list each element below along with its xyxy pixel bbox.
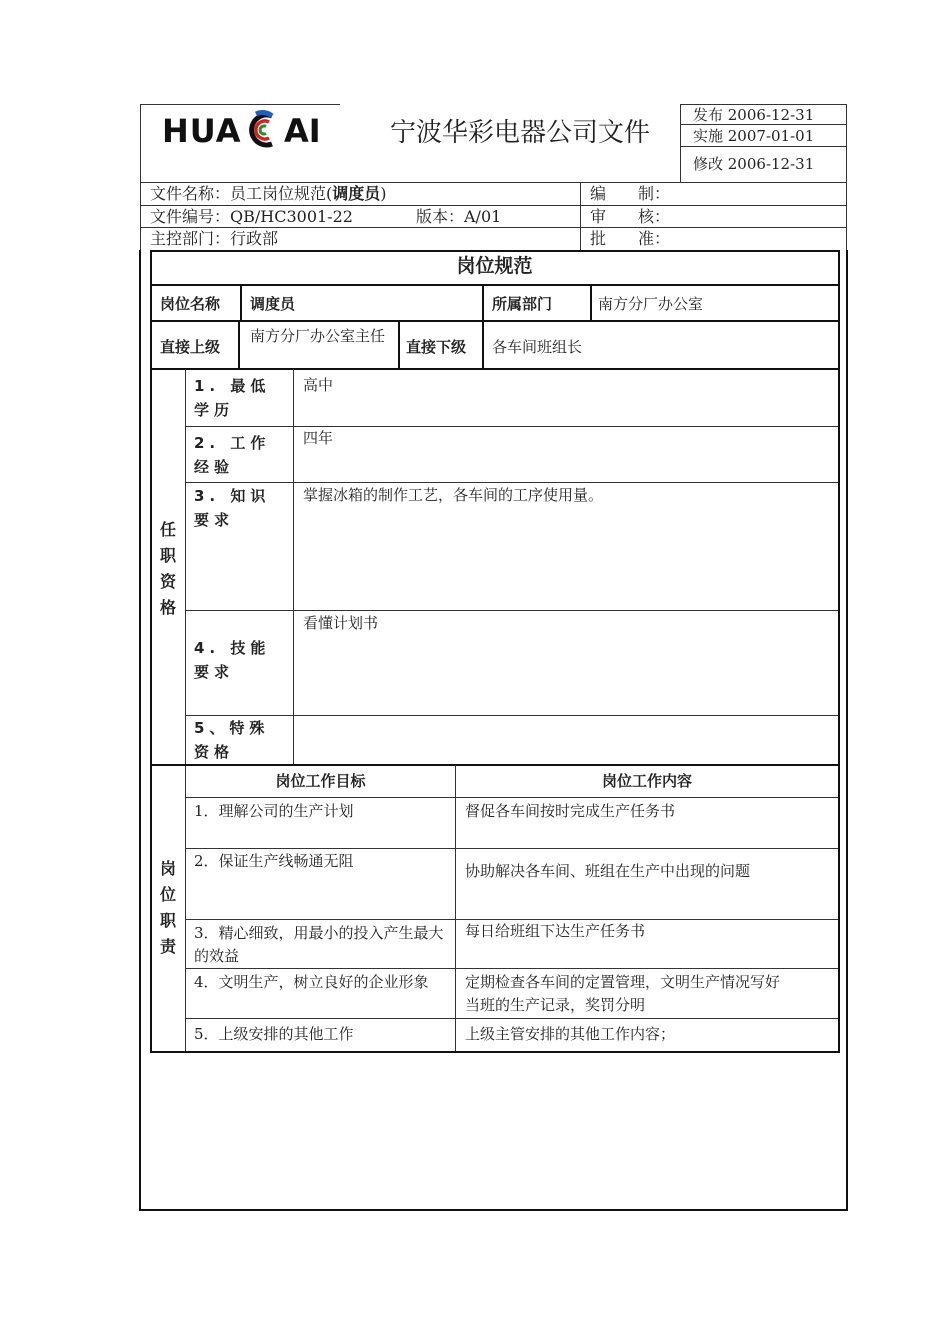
form-title: 岗位规范 <box>456 255 533 277</box>
duty-goal: 5．上级安排的其他工作 <box>194 1025 354 1043</box>
qualification-item-value: 高中 <box>303 376 334 394</box>
position-label: 岗位名称 <box>160 295 221 313</box>
qualification-item-value: 看懂计划书 <box>303 614 379 632</box>
duty-content: 定期检查各车间的定置管理，文明生产情况写好当班的生产记录，奖罚分明 <box>465 973 781 1014</box>
version: 版本：A/01 <box>416 207 502 226</box>
control-department: 主控部门：行政部 <box>150 229 279 248</box>
subordinate-label: 直接下级 <box>406 338 467 356</box>
duties-goal-header: 岗位工作目标 <box>275 772 366 790</box>
position-value: 调度员 <box>250 295 296 313</box>
file-name-label: 文件名称：员工岗位规范( <box>150 184 333 203</box>
huacai-logo-icon <box>162 110 342 150</box>
svg-text:AI: AI <box>284 112 321 150</box>
duty-content: 上级主管安排的其他工作内容； <box>465 1025 676 1043</box>
duty-goal: 2．保证生产线畅通无阻 <box>194 852 354 870</box>
duties-section-label: 岗位职责 <box>159 859 176 956</box>
duty-content: 协助解决各车间、班组在生产中出现的问题 <box>465 862 751 880</box>
subordinate-value: 各车间班组长 <box>492 338 583 356</box>
implement-date: 实施 2007-01-01 <box>693 127 815 145</box>
superior-label: 直接上级 <box>160 338 221 356</box>
qualification-item-value: 四年 <box>303 429 334 447</box>
duty-content: 每日给班组下达生产任务书 <box>465 922 646 940</box>
publish-date: 发布 2006-12-31 <box>693 106 815 124</box>
svg-text:HUA: HUA <box>162 112 242 150</box>
company-logo <box>162 110 342 150</box>
file-name-close: ) <box>380 184 387 203</box>
duties-content-header: 岗位工作内容 <box>601 772 692 790</box>
revise-date: 修改 2006-12-31 <box>693 155 815 173</box>
duty-content: 督促各车间按时完成生产任务书 <box>465 802 676 820</box>
qualification-item-label: 3. 知识要求 <box>194 487 271 529</box>
compile-label: 编 制： <box>590 184 671 203</box>
superior-value: 南方分厂办公室主任 <box>250 327 386 345</box>
review-label: 审 核： <box>590 207 671 226</box>
qualification-section-label: 任职资格 <box>159 520 176 617</box>
department-value: 南方分厂办公室 <box>598 295 704 313</box>
qualification-item-label: 2. 工作经验 <box>194 434 271 476</box>
duty-goal: 3．精心细致，用最小的投入产生最大的效益 <box>194 924 444 965</box>
qualification-item-label: 5、特殊资格 <box>194 719 270 761</box>
file-name-value: 调度员 <box>332 184 381 203</box>
file-number: 文件编号：QB/HC3001-22 <box>150 207 353 226</box>
company-title: 宁波华彩电器公司文件 <box>389 118 650 148</box>
duty-goal: 4．文明生产，树立良好的企业形象 <box>194 973 429 991</box>
qualification-item-value: 掌握冰箱的制作工艺，各车间的工序使用量。 <box>303 486 604 504</box>
file-name-row <box>150 185 387 203</box>
duty-goal: 1．理解公司的生产计划 <box>194 802 354 820</box>
department-label: 所属部门 <box>492 295 553 313</box>
qualification-item-label: 4. 技能要求 <box>194 639 271 681</box>
approve-label: 批 准： <box>590 229 671 248</box>
qualification-item-label: 1. 最低学历 <box>194 377 271 419</box>
